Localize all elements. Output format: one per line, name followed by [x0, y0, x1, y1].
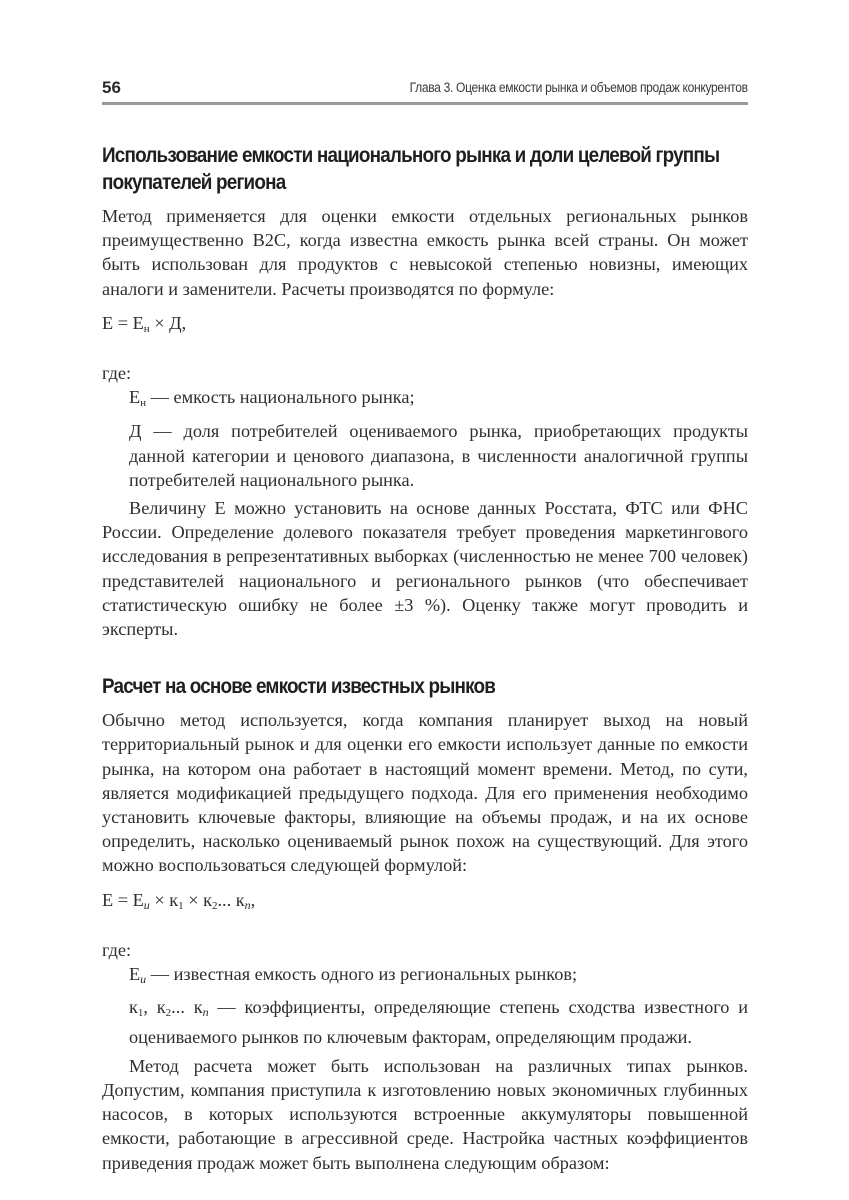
definition-symbol: Е — [129, 964, 141, 985]
definition-symbol: , к — [143, 997, 166, 1018]
formula-part: × к — [183, 889, 212, 910]
definition-item — [129, 995, 748, 1049]
definition-item — [129, 419, 748, 492]
formula — [102, 888, 748, 918]
paragraph-body: Величину Е можно установить на основе данных Росстата, ФТС или ФНС России. Определение долевого показателя требует проведения маркетингового исследования в репрезентативных выборках (численностью не менее 700 человек) представителей национального и регионального рынков (что обеспечивает статистическую ошибку не более ±3 %). Оценку также могут проводить и эксперты. — [102, 498, 748, 640]
definition-subscript: 1 — [137, 1007, 144, 1020]
section-known-markets — [102, 673, 748, 1174]
formula — [102, 311, 748, 341]
definition-symbol: к — [129, 997, 138, 1018]
definition-subscript: и — [140, 972, 147, 987]
where-label: где: — [102, 363, 132, 384]
paragraph-body: Метод расчета может быть использован на различных типах рынков. Допустим, компания приступила к изготовлению новых экономичных глубинных насосов, в которых используются встроенные аккумуляторы повышенной емкости, работающие в агрессивной среде. Настройка частных коэффициентов приведения продаж может быть выполнена следующим образом: — [102, 1055, 748, 1173]
section-title: Расчет на основе емкости известных рынков — [102, 675, 496, 699]
definition-text: — доля потребителей оцениваемого рынка, приобретающих продукты данной категории и ценового диапазона, в численности аналогичной группы потребителей национального рынка. — [129, 421, 748, 490]
formula-part: , — [250, 889, 256, 910]
formula-part: ... к — [217, 889, 245, 910]
definition-symbol: Д — [129, 421, 142, 442]
definition-text: — коэффициенты, определяющие степень сходства известного и оцениваемого рынков по ключевым факторам, определяющим продажи. — [129, 997, 749, 1048]
page-header — [102, 76, 748, 105]
definition-text: — емкость национального рынка; — [146, 387, 415, 408]
formula-part: × Д, — [149, 312, 187, 333]
formula-subscript: 1 — [178, 899, 184, 912]
page-number: 56 — [102, 78, 121, 97]
definition-subscript: н — [140, 397, 147, 410]
section-national-market — [102, 142, 748, 641]
page-body — [102, 142, 748, 1175]
formula-subscript: и — [143, 897, 150, 912]
definition-item — [129, 962, 748, 991]
definition-subscript: n — [202, 1005, 209, 1020]
formula-part: Е = Е — [102, 312, 144, 333]
definition-symbol: ... к — [171, 997, 203, 1018]
section-title: Использование емкости национального рынка и доли целевой группы покупателей региона — [102, 144, 720, 194]
definition-subscript: 2 — [165, 1007, 172, 1020]
running-head: Глава 3. Оценка емкости рынка и объемов продаж конкурентов — [409, 80, 748, 95]
formula-subscript: н — [143, 322, 150, 335]
paragraph-intro: Обычно метод используется, когда компания планирует выход на новый территориальный рынок и для оценки его емкости использует данные по емкости рынка, на котором она работает в настоящий момент времени. Метод, по сути, является модификацией предыдущего подхода. Для его применения необходимо установить ключевые факторы, влияющие на объемы продаж, и на их основе определить, насколько оцениваемый рынок похож на существующий. Для этого можно воспользоваться следующей формулой: — [102, 710, 748, 876]
formula-subscript: 2 — [211, 899, 218, 912]
formula-part: × к — [149, 889, 179, 910]
paragraph-intro: Метод применяется для оценки емкости отдельных региональных рынков преимущественно B2C, когда известна емкость рынка всей страны. Он может быть использован для продуктов с невысокой степенью новизны, имеющих аналоги и заменители. Расчеты производятся по формуле: — [102, 206, 748, 299]
definition-text: — известная емкость одного из региональных рынков; — [146, 964, 578, 985]
definition-symbol: Е — [129, 387, 141, 408]
where-label: где: — [102, 939, 132, 960]
formula-subscript: n — [244, 897, 251, 912]
formula-part: Е = Е — [102, 889, 144, 910]
definition-item — [129, 385, 748, 415]
